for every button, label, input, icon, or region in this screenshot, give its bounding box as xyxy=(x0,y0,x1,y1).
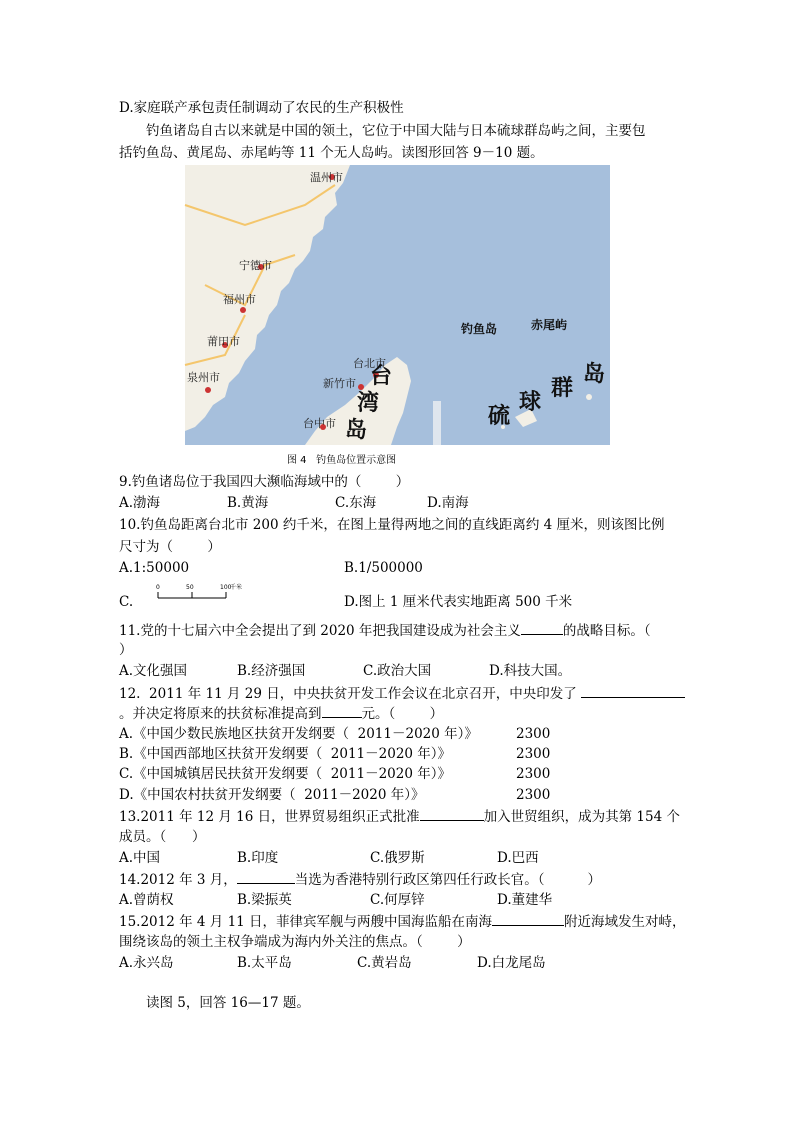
label-diaoyu-island: 钓鱼岛 xyxy=(461,322,498,336)
q11-blank xyxy=(521,620,563,635)
q11-option-c: C.政治大国 xyxy=(363,663,432,679)
q13-option-a: A.中国 xyxy=(119,850,161,866)
q15-stem-text: 15.2012 年 4 月 11 日，菲律宾军舰与两艘中国海监船在南海 xyxy=(119,914,493,930)
city-label-hsinchu: 新竹市 xyxy=(323,377,356,390)
q11-option-b: B.经济强国 xyxy=(237,663,306,679)
city-label-fuzhou: 福州市 xyxy=(223,293,256,306)
q13-option-c: C.俄罗斯 xyxy=(370,850,425,866)
q14-blank xyxy=(237,869,295,884)
q14-stem xyxy=(119,869,601,890)
q9-option-d: D.南海 xyxy=(427,495,469,511)
q12-stem-text-2: 。并决定将原来的扶贫标准提高到 xyxy=(119,706,322,722)
intro-line-2: 括钓鱼岛、黄尾岛、赤尾屿等 11 个无人岛屿。读图形回答 9－10 题。 xyxy=(119,145,544,161)
q14-option-b: B.梁振英 xyxy=(237,892,292,908)
label-ryukyu-4: 岛 xyxy=(583,362,606,387)
label-ryukyu-2: 球 xyxy=(519,390,542,415)
label-ryukyu-1: 硫 xyxy=(488,404,511,429)
q12-option-b: B.《中国西部地区扶贫开发纲要（ 2011－2020 年）》 xyxy=(119,746,452,762)
q13-option-d: D.巴西 xyxy=(497,850,539,866)
map-caption: 图 4 钓鱼岛位置示意图 xyxy=(287,455,397,466)
q13-stem-text-2: 加入世贸组织，成为其第 154 个 xyxy=(483,809,680,825)
q12-option-a: A.《中国少数民族地区扶贫开发纲要（ 2011－2020 年）》 xyxy=(119,726,478,742)
q12-stem-text: 12. 2011 年 11 月 29 日，中央扶贫开发工作会议在北京召开，中央印发了 xyxy=(119,686,577,702)
q14-option-d: D.董建华 xyxy=(497,892,553,908)
q12-value-c: 2300 xyxy=(516,766,551,782)
q11-stem-text-2: 的战略目标。（ xyxy=(562,623,651,639)
scale-tick-100: 100 xyxy=(220,584,232,591)
q10-option-a: A.1:50000 xyxy=(119,560,190,576)
q15-option-b: B.太平岛 xyxy=(237,955,292,971)
q15-option-a: A.永兴岛 xyxy=(119,955,174,971)
city-label-taipei: 台北市 xyxy=(353,357,386,370)
q12-value-b: 2300 xyxy=(516,746,551,762)
q15-option-c: C.黄岩岛 xyxy=(357,955,412,971)
q12-stem-text-3: 元。（ ） xyxy=(361,706,444,722)
q12-value-a: 2300 xyxy=(516,726,551,742)
city-label-ningde: 宁德市 xyxy=(239,259,272,272)
q12-option-c: C.《中国城镇居民扶贫开发纲要（ 2011－2020 年）》 xyxy=(119,766,451,782)
q13-option-b: B.印度 xyxy=(237,850,279,866)
q12-stem-1 xyxy=(119,683,685,704)
q9-option-b: B.黄海 xyxy=(227,495,269,511)
q13-blank xyxy=(420,806,484,821)
scale-bar xyxy=(156,582,243,604)
q11-option-a: A.文化强国 xyxy=(119,663,188,679)
q14-stem-text: 14.2012 年 3 月， xyxy=(119,872,237,888)
city-dot xyxy=(240,307,246,313)
q12-blank-1 xyxy=(581,683,685,698)
city-label-taichung: 台中市 xyxy=(303,417,336,430)
city-label-wenzhou: 温州市 xyxy=(310,171,343,184)
city-dot xyxy=(358,384,364,390)
label-chiwei-islet: 赤尾屿 xyxy=(531,318,568,332)
q10-option-d: D.图上 1 厘米代表实地距离 500 千米 xyxy=(344,594,573,610)
q12-option-d: D.《中国农村扶贫开发纲要（ 2011－2020 年）》 xyxy=(119,787,425,803)
label-taiwan-2: 湾 xyxy=(357,391,380,416)
q12-value-d: 2300 xyxy=(516,787,551,803)
q9-option-c: C.东海 xyxy=(335,495,377,511)
q11-stem-1 xyxy=(119,620,651,641)
intro-line-1: 钓鱼诸岛自古以来就是中国的领土，它位于中国大陆与日本硫球群岛屿之间，主要包 xyxy=(146,123,646,139)
scale-unit: 千米 xyxy=(230,584,243,591)
q10-option-c: C. xyxy=(119,594,134,610)
q15-blank xyxy=(492,911,564,926)
scale-tick-50: 50 xyxy=(186,584,194,591)
option-d-line: D.家庭联产承包责任制调动了农民的生产积极性 xyxy=(119,100,404,116)
q15-stem-2: 围绕该岛的领土主权争端成为海内外关注的焦点。（ ） xyxy=(119,934,471,950)
diaoyu-map xyxy=(185,165,610,445)
q14-option-c: C.何厚锌 xyxy=(370,892,425,908)
q9-stem: 9.钓鱼诸岛位于我国四大濒临海域中的（ ） xyxy=(119,474,410,490)
q11-option-d: D.科技大国。 xyxy=(489,663,572,679)
q11-stem-text: 11.党的十七届六中全会提出了到 2020 年把我国建设成为社会主义 xyxy=(119,623,521,639)
city-label-putian: 莆田市 xyxy=(207,335,240,348)
scale-tick-0: 0 xyxy=(156,584,160,591)
city-label-quanzhou: 泉州市 xyxy=(187,371,220,384)
q9-option-a: A.渤海 xyxy=(119,495,161,511)
q13-stem-text: 13.2011 年 12 月 16 日，世界贸易组织正式批准 xyxy=(119,809,420,825)
label-taiwan-3: 岛 xyxy=(345,418,368,443)
label-taiwan-1: 台 xyxy=(370,364,393,389)
q15-option-d: D.白龙尾岛 xyxy=(477,955,546,971)
q11-stem-2: ） xyxy=(119,642,133,658)
q10-option-b: B.1/500000 xyxy=(344,560,423,576)
q12-stem-2 xyxy=(119,703,443,724)
q15-stem-text-2: 附近海域发生对峙， xyxy=(564,914,686,930)
q10-stem-2: 尺寸为（ ） xyxy=(119,539,221,555)
q14-stem-text-2: 当选为香港特别行政区第四任行政长官。（ ） xyxy=(294,872,601,888)
label-ryukyu-3: 群 xyxy=(551,376,574,401)
q14-option-a: A.曾荫权 xyxy=(119,892,174,908)
q13-stem-1 xyxy=(119,806,680,827)
read-figure-5: 读图 5，回答 16—17 题。 xyxy=(146,995,310,1011)
q13-stem-2: 成员。（ ） xyxy=(119,829,206,845)
q10-stem-1: 10.钓鱼岛距离台北市 200 约千米，在图上量得两地之间的直线距离约 4 厘米，则该图比例 xyxy=(119,517,665,533)
q15-stem-1 xyxy=(119,911,686,932)
q12-blank-2 xyxy=(322,703,362,718)
city-dot xyxy=(205,387,211,393)
